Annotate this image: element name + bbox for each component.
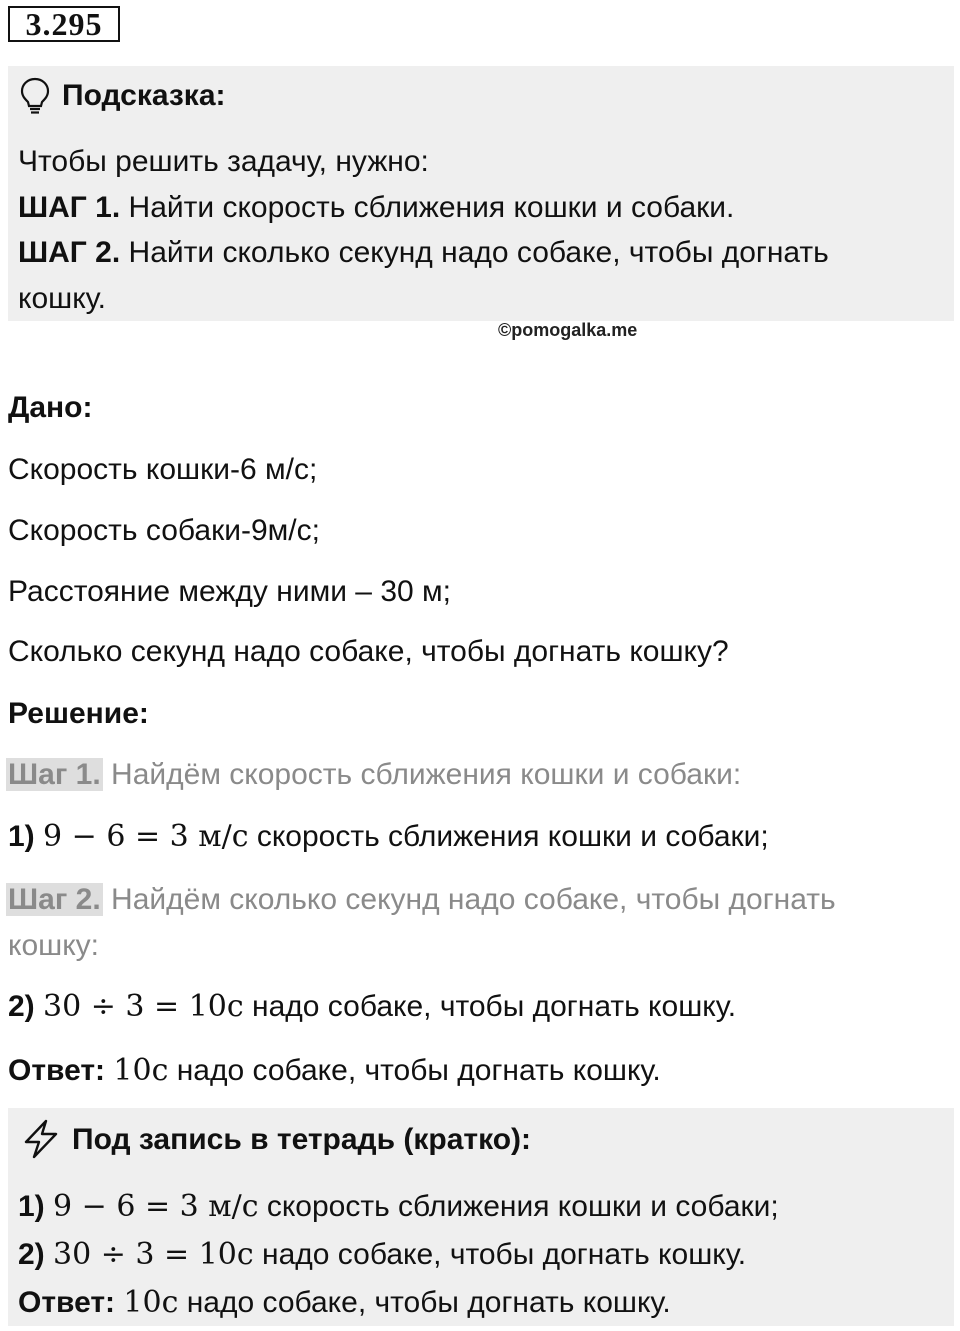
solution-eq2 [8, 989, 736, 1025]
solution-step2-cont: кошку: [8, 929, 100, 962]
hint-step1-label: ШАГ 1. [18, 191, 121, 224]
hint-step1-text: Найти скорость сближения кошки и собаки. [120, 191, 735, 224]
given-line: Расстояние между ними – 30 м; [8, 575, 451, 608]
hint-step2-label: ШАГ 2. [18, 236, 121, 269]
solution-eq1 [8, 819, 769, 855]
solution-eq1-text: скорость сближения кошки и собаки; [248, 820, 769, 853]
solution-answer [8, 1053, 661, 1089]
watermark: ©pomogalka.me [498, 320, 638, 340]
solution-eq1-math: 9 − 6 = 3 м/с [43, 819, 249, 854]
solution-answer-text: надо собаке, чтобы догнать кошку. [168, 1054, 661, 1087]
notebook-answer [18, 1285, 671, 1321]
notebook-answer-math: 10с [123, 1285, 179, 1320]
notebook-eq1 [18, 1189, 779, 1225]
problem-number: 3.295 [8, 6, 120, 42]
solution-step1-text: Найдём скорость сближения кошки и собаки: [102, 758, 742, 791]
hint-step2 [18, 235, 829, 271]
lightbulb-icon [18, 76, 52, 116]
solution-eq2-math: 30 ÷ 3 = 10с [43, 989, 244, 1024]
solution-eq1-num: 1) [8, 820, 35, 853]
hint-step2-text: Найти сколько секунд надо собаке, чтобы догнать [120, 236, 829, 269]
hint-step1 [18, 190, 734, 226]
solution-step1-label: Шаг 1. [8, 758, 101, 791]
solution-eq2-num: 2) [8, 990, 35, 1023]
hint-intro: Чтобы решить задачу, нужно: [18, 145, 429, 178]
notebook-answer-label: Ответ: [18, 1286, 116, 1319]
hint-title: Подсказка: [62, 79, 226, 112]
notebook-eq2-text: надо собаке, чтобы догнать кошку. [253, 1238, 747, 1271]
notebook-eq2-num: 2) [18, 1238, 45, 1271]
notebook-answer-text: надо собаке, чтобы догнать кошку. [178, 1286, 671, 1319]
given-line: Скорость кошки-6 м/с; [8, 453, 318, 486]
solution-answer-label: Ответ: [8, 1054, 106, 1087]
given-title: Дано: [8, 391, 93, 424]
solution-step2 [6, 882, 836, 918]
given-line: Сколько секунд надо собаке, чтобы догнать кошку? [8, 635, 729, 668]
solution-step2-label: Шаг 2. [8, 883, 101, 916]
notebook-eq1-text: скорость сближения кошки и собаки; [258, 1190, 779, 1223]
solution-answer-math: 10с [113, 1053, 169, 1088]
solution-title: Решение: [8, 697, 149, 730]
solution-eq2-text: надо собаке, чтобы догнать кошку. [243, 990, 737, 1023]
notebook-eq2 [18, 1237, 746, 1273]
notebook-eq1-num: 1) [18, 1190, 45, 1223]
solution-step1 [6, 757, 741, 793]
notebook-eq1-math: 9 − 6 = 3 м/с [53, 1189, 259, 1224]
lightning-icon [20, 1118, 62, 1160]
notebook-eq2-math: 30 ÷ 3 = 10с [53, 1237, 254, 1272]
hint-step2-cont: кошку. [18, 282, 107, 315]
notebook-title: Под запись в тетрадь (кратко): [72, 1123, 532, 1156]
given-line: Скорость собаки-9м/с; [8, 514, 320, 547]
solution-step2-text: Найдём сколько секунд надо собаке, чтобы догнать [102, 883, 836, 916]
